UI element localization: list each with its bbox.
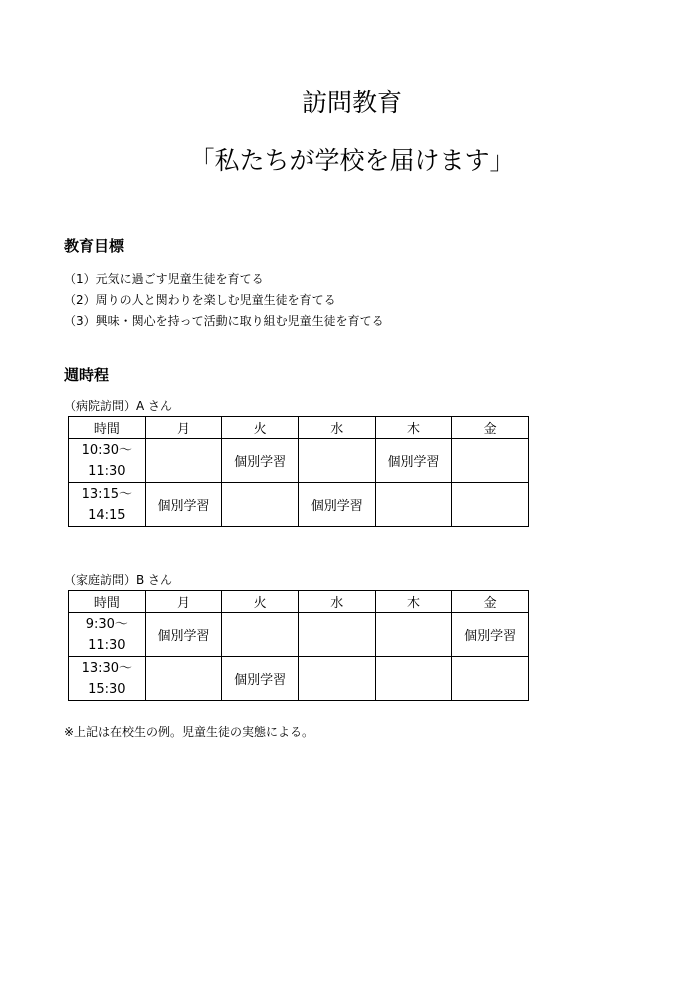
schedule-cell bbox=[298, 439, 375, 483]
goal-item: （2）周りの人と関わりを楽しむ児童生徒を育てる bbox=[64, 293, 336, 307]
schedule-cell: 個別学習 bbox=[452, 613, 529, 657]
time-cell: 10:30～ 11:30 bbox=[69, 439, 146, 483]
table-header-row bbox=[69, 417, 529, 439]
column-header-tue: 火 bbox=[222, 591, 299, 613]
schedule-cell bbox=[452, 483, 529, 527]
table-row bbox=[69, 483, 529, 527]
schedule-cell bbox=[145, 657, 222, 701]
column-header-fri: 金 bbox=[452, 417, 529, 439]
schedule-cell bbox=[298, 613, 375, 657]
schedule-cell bbox=[222, 613, 299, 657]
footnote: ※上記は在校生の例。児童生徒の実態による。 bbox=[64, 725, 315, 739]
column-header-thu: 木 bbox=[375, 417, 452, 439]
schedule-cell: 個別学習 bbox=[222, 657, 299, 701]
page-subtitle: 「私たちが学校を届けます」 bbox=[189, 146, 515, 175]
time-cell: 13:30～ 15:30 bbox=[69, 657, 146, 701]
column-header-wed: 水 bbox=[298, 591, 375, 613]
schedule-cell bbox=[375, 657, 452, 701]
schedule-cell bbox=[298, 657, 375, 701]
schedule-cell bbox=[222, 483, 299, 527]
column-header-thu: 木 bbox=[375, 591, 452, 613]
schedule-table-a bbox=[68, 416, 529, 527]
schedule-cell bbox=[145, 439, 222, 483]
schedule-cell: 個別学習 bbox=[375, 439, 452, 483]
schedule-cell bbox=[375, 483, 452, 527]
goal-item: （3）興味・関心を持って活動に取り組む児童生徒を育てる bbox=[64, 314, 384, 328]
schedule-heading: 週時程 bbox=[64, 366, 110, 384]
table-row bbox=[69, 439, 529, 483]
schedule-cell: 個別学習 bbox=[222, 439, 299, 483]
column-header-fri: 金 bbox=[452, 591, 529, 613]
column-header-wed: 水 bbox=[298, 417, 375, 439]
table-header-row bbox=[69, 591, 529, 613]
goals-heading: 教育目標 bbox=[64, 237, 125, 255]
schedule-caption-a: （病院訪問）A さん bbox=[64, 399, 173, 413]
table-row bbox=[69, 613, 529, 657]
schedule-cell bbox=[452, 439, 529, 483]
page-title: 訪問教育 bbox=[301, 88, 402, 117]
goal-item: （1）元気に過ごす児童生徒を育てる bbox=[64, 272, 264, 286]
schedule-caption-b: （家庭訪問）B さん bbox=[64, 573, 173, 587]
column-header-mon: 月 bbox=[145, 417, 222, 439]
schedule-cell: 個別学習 bbox=[145, 613, 222, 657]
schedule-table-b bbox=[68, 590, 529, 701]
column-header-tue: 火 bbox=[222, 417, 299, 439]
column-header-time: 時間 bbox=[69, 417, 146, 439]
schedule-cell bbox=[452, 657, 529, 701]
goals-list bbox=[64, 269, 384, 332]
table-row bbox=[69, 657, 529, 701]
time-cell: 13:15～ 14:15 bbox=[69, 483, 146, 527]
column-header-time: 時間 bbox=[69, 591, 146, 613]
schedule-cell: 個別学習 bbox=[298, 483, 375, 527]
schedule-cell bbox=[375, 613, 452, 657]
time-cell: 9:30～ 11:30 bbox=[69, 613, 146, 657]
column-header-mon: 月 bbox=[145, 591, 222, 613]
schedule-cell: 個別学習 bbox=[145, 483, 222, 527]
